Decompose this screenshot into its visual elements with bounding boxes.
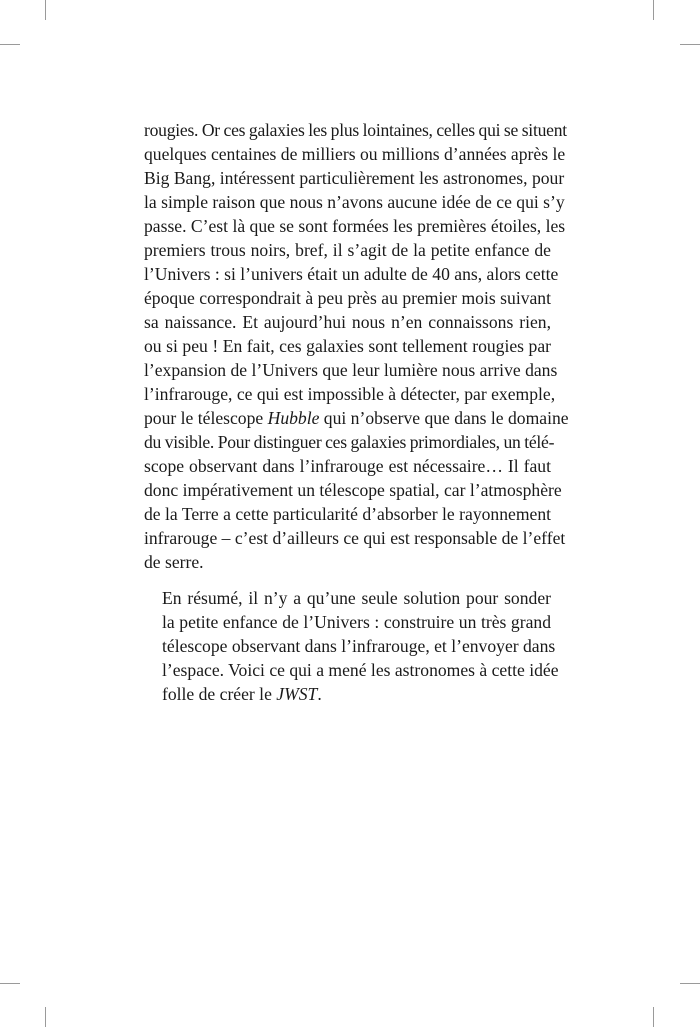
text-line: l’infrarouge, ce qui est impossible à détecter, par exemple, bbox=[144, 384, 556, 404]
text-line: de la Terre a cette particularité d’absorber le rayonnement bbox=[144, 504, 551, 524]
text-line: ou si peu ! En fait, ces galaxies sont tellement rougies par bbox=[144, 336, 551, 356]
text-line: infrarouge – c’est d’ailleurs ce qui est responsable de l’effet bbox=[144, 528, 566, 548]
text-line: Big Bang, intéressent particulièrement les astronomes, pour bbox=[144, 168, 565, 188]
crop-mark-top-right bbox=[653, 0, 654, 20]
paragraph-1 bbox=[144, 118, 569, 574]
text-line: de serre. bbox=[144, 552, 204, 572]
text-line: pour le télescope Hubble qui n’observe que dans le domaine bbox=[144, 408, 569, 428]
text-line: donc impérativement un télescope spatial, car l’atmosphère bbox=[144, 480, 562, 500]
text-line: époque correspondrait à peu près au premier mois suivant bbox=[144, 288, 551, 308]
text-line: sa naissance. Et aujourd’hui nous n’en connaissons rien, bbox=[144, 312, 551, 332]
italic-title-jwst: JWST bbox=[276, 684, 318, 704]
crop-mark-top-left-horizontal bbox=[0, 44, 20, 45]
text-line: télescope observant dans l’infrarouge, et l’envoyer dans bbox=[162, 636, 556, 656]
crop-mark-bottom-right bbox=[653, 1007, 654, 1027]
text-line: l’expansion de l’Univers que leur lumière nous arrive dans bbox=[144, 360, 558, 380]
text-line: du visible. Pour distinguer ces galaxies primordiales, un télé- bbox=[144, 432, 555, 452]
text-line: rougies. Or ces galaxies les plus lointaines, celles qui se situent bbox=[144, 120, 567, 140]
text-line: la simple raison que nous n’avons aucune idée de ce qui s’y bbox=[144, 192, 565, 212]
text-line: premiers trous noirs, bref, il s’agit de la petite enfance de bbox=[144, 240, 551, 260]
text-line: folle de créer le JWST. bbox=[162, 684, 322, 704]
crop-mark-top-right-horizontal bbox=[680, 44, 700, 45]
crop-mark-top-left bbox=[45, 0, 46, 20]
page-body-text bbox=[144, 118, 569, 706]
crop-mark-bottom-right-horizontal bbox=[680, 983, 700, 984]
italic-title-hubble: Hubble bbox=[267, 408, 320, 428]
paragraph-2 bbox=[144, 586, 559, 706]
text-line: En résumé, il n’y a qu’une seule solution pour sonder bbox=[162, 588, 551, 608]
text-line: l’espace. Voici ce qui a mené les astronomes à cette idée bbox=[162, 660, 559, 680]
crop-mark-bottom-left bbox=[45, 1007, 46, 1027]
text-line: la petite enfance de l’Univers : construire un très grand bbox=[162, 612, 551, 632]
crop-mark-bottom-left-horizontal bbox=[0, 983, 20, 984]
text-line: l’Univers : si l’univers était un adulte de 40 ans, alors cette bbox=[144, 264, 559, 284]
text-line: quelques centaines de milliers ou millions d’années après le bbox=[144, 144, 566, 164]
text-line: scope observant dans l’infrarouge est nécessaire… Il faut bbox=[144, 456, 551, 476]
text-line: passe. C’est là que se sont formées les premières étoiles, les bbox=[144, 216, 566, 236]
